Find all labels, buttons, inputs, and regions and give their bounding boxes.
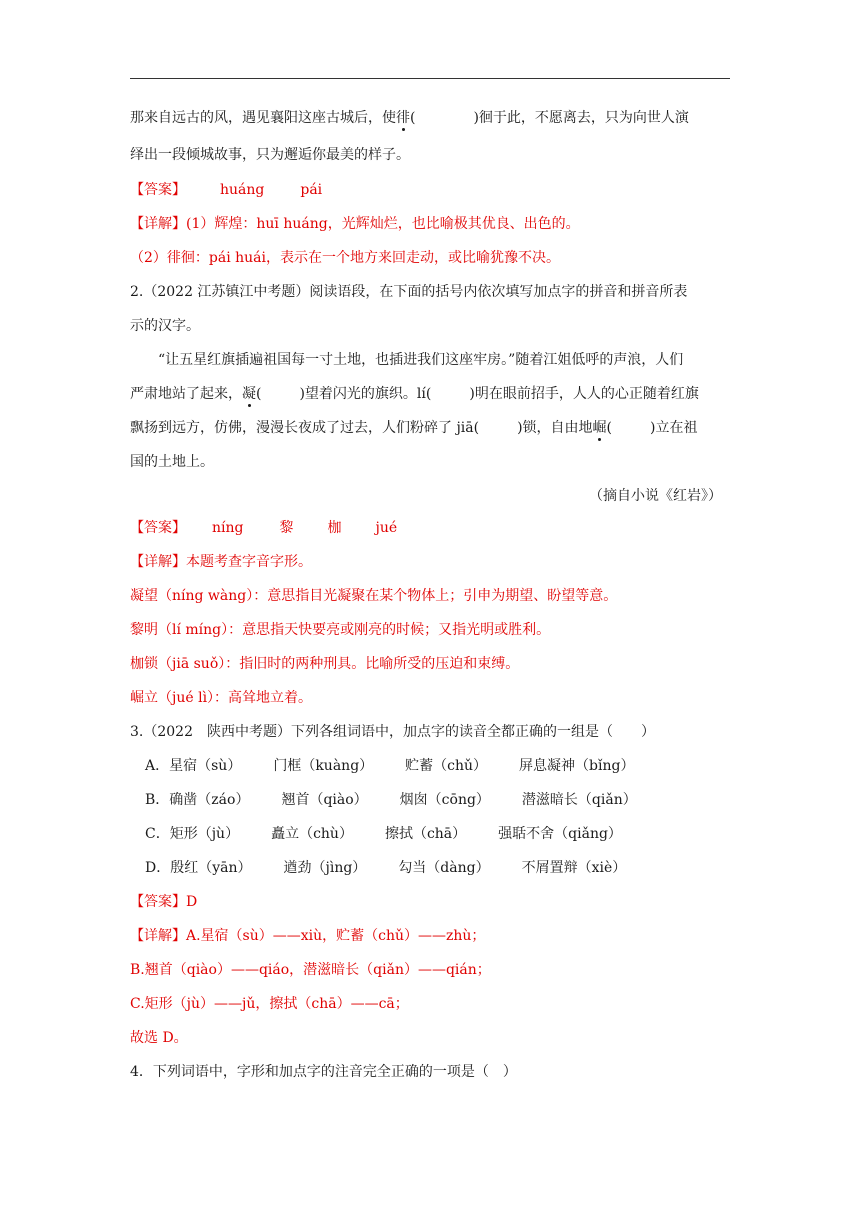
emphasis-dot-char: 凝 [242,386,256,402]
q3-detail-line: 故选 D。 [130,1030,188,1046]
q1-detail-2: （2）徘徊：pái huái，表示在一个地方来回走动，或比喻犹豫不决。 [130,250,560,266]
q4-stem: 4．下列词语中，字形和加点字的注音完全正确的一项是（ ） [130,1064,517,1080]
q1-answer: 【答案】 huáng pái [130,182,323,198]
q2-source: （摘自小说《红岩》） [589,488,722,504]
q3-option-d: D．殷红（yān） 遒劲（jìng） 勾当（dàng） 不屑置辩（xiè） [145,860,627,876]
emphasis-dot-char: 崛 [592,420,607,436]
q3-option-b: B．确凿（záo） 翘首（qiào） 烟囱（cōng） 潜滋暗长（qiǎn） [145,792,637,808]
q2-detail-line: 凝望（níng wàng）：意思指目光凝聚在某个物体上；引申为期望、盼望等意。 [130,588,618,604]
q2-passage-line2: 严肃地站了起来，凝( )望着闪光的旗织。lí( )明在眼前招手，人人的心正随着红旗 [130,386,699,402]
q3-option-a: A．星宿（sù） 门框（kuàng） 贮蓄（chǔ） 屏息凝神（bǐng） [145,758,635,774]
q2-detail-line: 崛立（jué lì）：高耸地立着。 [130,690,313,706]
q2-detail-line: 黎明（lí míng）：意思指天快要亮或刚亮的时候；又指光明或胜利。 [130,622,551,638]
q1-passage-line2: 绎出一段倾城故事，只为邂逅你最美的样子。 [130,147,410,163]
q3-stem: 3.（2022 陕西中考题）下列各组词语中，加点字的读音全都正确的一组是（ ） [130,724,655,740]
q2-stem-line2: 示的汉字。 [130,318,200,334]
q2-stem-line1: 2.（2022 江苏镇江中考题）阅读语段，在下面的括号内依次填写加点字的拼音和拼音所表 [130,284,688,300]
q1-detail-1: 【详解】(1）辉煌：huī huáng，光辉灿烂，也比喻极其优良、出色的。 [130,216,580,232]
q3-answer: 【答案】D [130,894,198,910]
q2-answer: 【答案】 níng 黎 枷 jué [130,520,398,536]
q2-passage-line1: “让五星红旗插遍祖国每一寸土地，也插进我们这座牢房。”随着江姐低呼的声浪，人们 [158,352,684,368]
q2-passage-line3: 飘扬到远方，仿佛，漫漫长夜成了过去，人们粉碎了 jiā( )锁，自由地崛( )立在祖 [130,420,698,436]
q3-detail-line: C.矩形（jù）——jǔ，擦拭（chā）——cā； [130,996,409,1012]
q3-detail-line: B.翘首（qiào）——qiáo，潜滋暗长（qiǎn）——qián； [130,962,491,978]
q2-detail-intro: 【详解】本题考查字音字形。 [130,554,312,570]
emphasis-dot-char: 徘 [396,110,410,126]
header-rule [130,78,730,79]
q2-passage-line4: 国的土地上。 [130,454,214,470]
q1-passage-line1: 那来自远古的风，遇见襄阳这座古城后，使徘( )徊于此，不愿离去，只为向世人演 [130,110,689,126]
q2-detail-line: 枷锁（jiā suǒ）：指旧时的两种刑具。比喻所受的压迫和束缚。 [130,656,520,672]
q3-option-c: C．矩形（jù） 矗立（chù） 擦拭（chā） 强聒不舍（qiǎng） [145,826,622,842]
q3-detail-line: 【详解】A.星宿（sù）——xiù，贮蓄（chǔ）——zhù； [130,928,486,944]
